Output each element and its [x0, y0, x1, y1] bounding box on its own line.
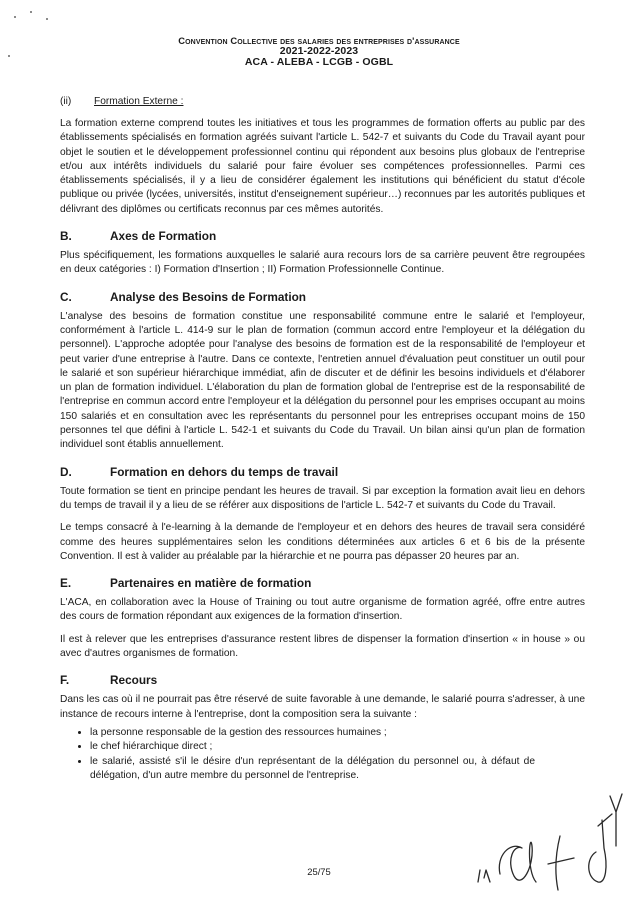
section-title: Formation en dehors du temps de travail	[110, 464, 339, 479]
paragraph: La formation externe comprend toutes les initiatives et tous les programmes de formation offerts au public par des établissements spécialisés en formation agréés suivant l'article L. 542-7 et suivants du Code du Travail ayant pour objet le soutien et le développement professionnel continu qui répondent aux besoins plus globaux de l'entreprise et/ou aux intérêts individuels du salarié pour faire évoluer ses compétences professionnelles. Parmi ces établissements spécialisés, il y a lieu de considérer également les institutions qui bénéficient du statut d'école publique ou privée (lycées, universités, institut d'enseignement supérieur…) reconnues par les autorités publiques et délivrant des diplômes ou certificats reconnus par ces mêmes autorités.	[60, 118, 585, 215]
handwritten-signature	[470, 786, 635, 896]
section-letter: C.	[60, 289, 72, 304]
paragraph: L'analyse des besoins de formation constitue une responsabilité commune entre le salarié et l'employeur, conformément à l'article L. 414-9 sur le plan de formation (commun accord entre l'employeur et la délégation du personnel). L'approche adoptée pour l'analyse des besoins de formation est de la responsabilité de l'employeur et peut varier d'une entreprise à l'autre. Dans ce contexte, l'entretien annuel d'évaluation peut constituer un outil pour le salarié et son supérieur hiérarchique immédiat, afin de discuter et de définir les besoins individuels et d'élaborer un plan de formation individuel. L'élaboration du plan de formation global de l'entreprise est de la responsabilité de l'entreprise en commun accord entre l'employeur et la délégation du personnel pour les emprises occupant au moins 150 salariés et en consultation avec les représentants du personnel pour les entreprises occupant moins de 150 personnes tel que défini à l'article L. 542-1 et suivants du Code du Travail. Un bilan ainsi qu'un plan de formation individuel sont établis annuellement.	[60, 310, 585, 451]
list-item: • le salarié, assisté s'il le désire d'un représentant de la délégation du personnel ou, à défaut de délégation, d'un autre membre du personnel de l'entreprise.	[90, 755, 585, 784]
list-item: • le chef hiérarchique direct ;	[90, 740, 585, 754]
section-letter: F.	[60, 673, 70, 688]
section-title: Recours	[110, 673, 158, 688]
subsection-title: Formation Externe :	[94, 96, 184, 107]
subsection-number: (ii)	[60, 96, 72, 107]
section-title: Axes de Formation	[110, 229, 217, 244]
section-title: Analyse des Besoins de Formation	[110, 289, 307, 304]
subsection-heading	[60, 96, 585, 107]
header-title: Convention Collective des salaries des entreprises d'assurance	[178, 35, 460, 46]
section-letter: B.	[60, 229, 72, 244]
header-years: 2021-2022-2023	[279, 45, 359, 57]
paragraph: Toute formation se tient en principe pendant les heures de travail. Si par exception la formation avait lieu en dehors du temps de travail il y a lieu de se référer aux dispositions de l'article L. 542-7 et suivants du Code du Travail.	[60, 485, 585, 511]
list-item: • la personne responsable de la gestion des ressources humaines ;	[90, 726, 585, 740]
scan-speck	[30, 11, 32, 13]
paragraph: Il est à relever que les entreprises d'assurance restent libres de dispenser la formation d'insertion « in house » ou avec d'autres organismes de formation.	[60, 633, 585, 660]
section-heading-d	[60, 465, 585, 479]
section-heading-e	[60, 576, 585, 590]
scan-speck	[14, 16, 16, 18]
section-heading-b	[60, 229, 585, 243]
bullet-list	[60, 726, 585, 783]
document-body	[60, 96, 585, 783]
page-number: 25/75	[307, 866, 331, 877]
paragraph: Le temps consacré à l'e-learning à la demande de l'employeur et en dehors des heures de travail sera considéré comme des heures supplémentaires selon les conditions déterminées aux articles 6 et 6 bis de la présente Convention. Il est à valider au préalable par la hiérarchie et ne pourra pas dépasser 20 heures par an.	[60, 522, 585, 562]
paragraph: Dans les cas où il ne pourrait pas être réservé de suite favorable à une demande, le salarié pourra s'adresser, à une instance de recours interne à l'entreprise, dont la composition sera la suivante :	[60, 694, 585, 720]
scan-speck	[46, 18, 48, 20]
header-parties: ACA - ALEBA - LCGB - OGBL	[244, 56, 394, 68]
document-header	[0, 35, 638, 68]
paragraph: L'ACA, en collaboration avec la House of Training ou tout autre organisme de formation agréé, offre entre autres des cours de formation répondant aux exigences de la formation d'insertion.	[60, 597, 585, 623]
section-heading-c	[60, 290, 585, 304]
section-letter: E.	[60, 576, 72, 591]
paragraph: Plus spécifiquement, les formations auxquelles le salarié aura recours lors de sa carrière peuvent être regroupées en deux catégories : I) Formation d'Insertion ; II) Formation Professionnelle Continue.	[60, 250, 585, 276]
section-title: Partenaires en matière de formation	[110, 576, 312, 591]
section-heading-f	[60, 673, 585, 687]
section-letter: D.	[60, 464, 72, 479]
